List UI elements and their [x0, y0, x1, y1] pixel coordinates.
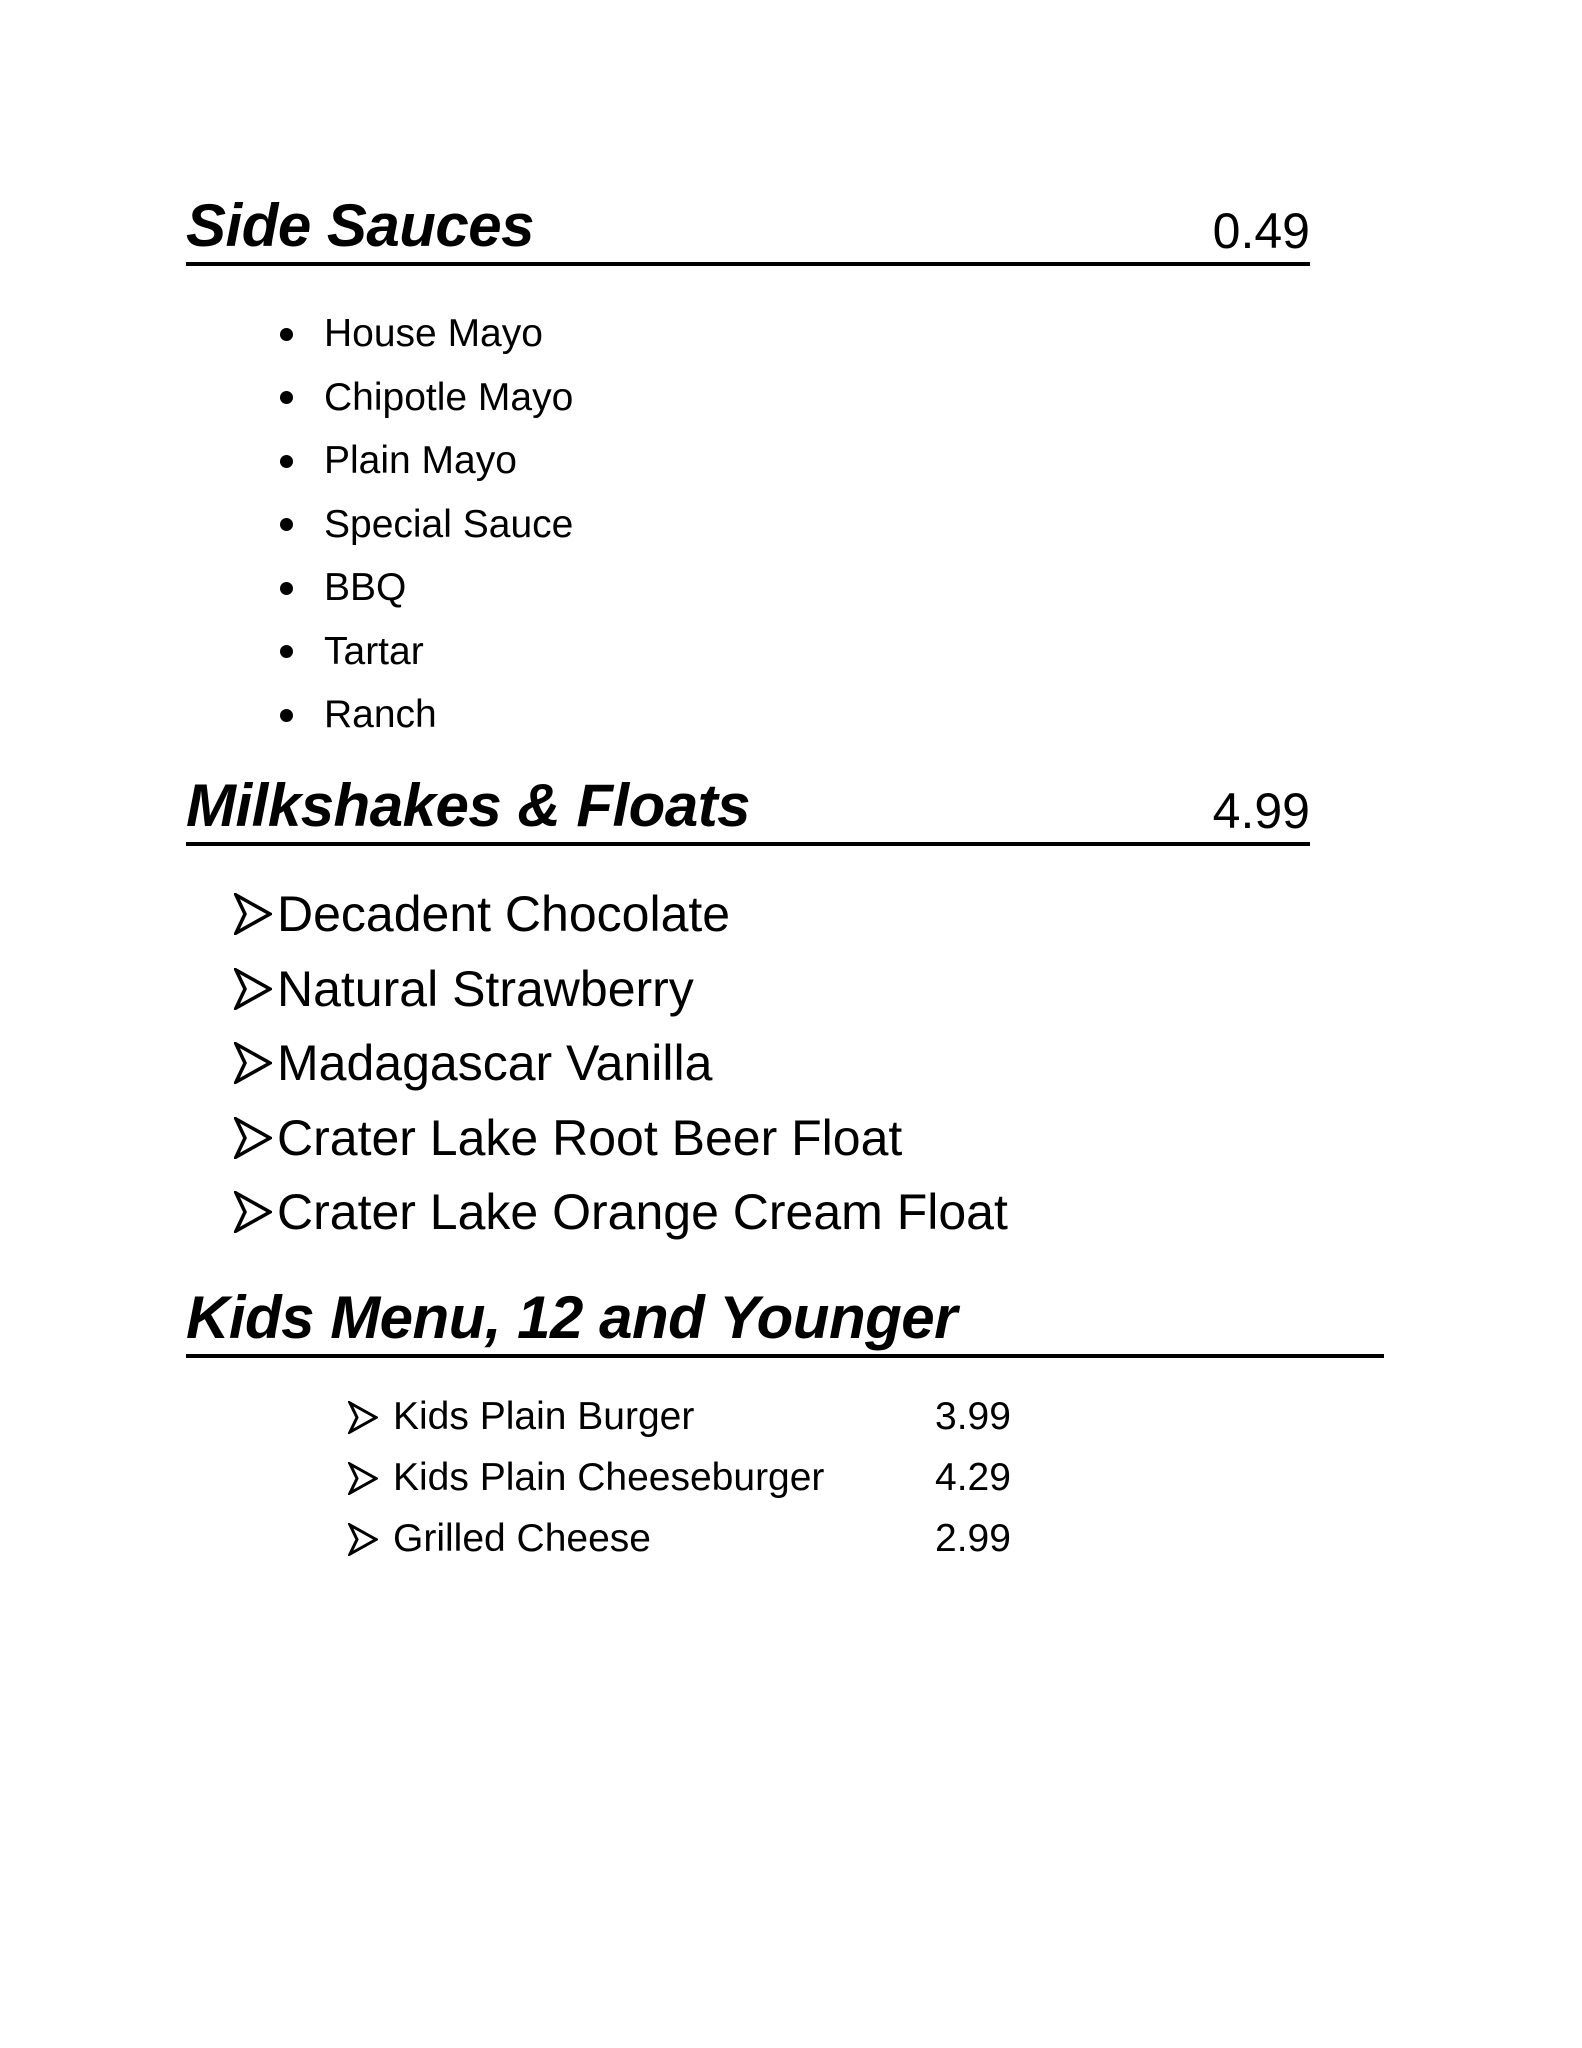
- item-label: Kids Plain Burger: [393, 1395, 695, 1438]
- section-title: Milkshakes & Floats: [186, 772, 751, 839]
- item-label: House Mayo: [324, 312, 543, 355]
- bullet-dot-icon: [280, 645, 293, 658]
- bullet-dot-icon: [280, 455, 293, 468]
- item-price: 3.99: [935, 1395, 1011, 1438]
- item-label: Crater Lake Orange Cream Float: [277, 1184, 1008, 1240]
- section-title: Kids Menu, 12 and Younger: [186, 1284, 957, 1351]
- item-label: Kids Plain Cheeseburger: [393, 1456, 825, 1499]
- kids-menu-list: [348, 1386, 1018, 1569]
- item-label: Plain Mayo: [324, 439, 517, 482]
- bullet-dot-icon: [280, 582, 293, 595]
- section-price: 0.49: [1212, 203, 1310, 259]
- list-item: [348, 1508, 1018, 1569]
- item-label: Natural Strawberry: [277, 960, 694, 1017]
- arrow-bullet-icon: [234, 968, 272, 1010]
- arrow-bullet-icon: [234, 893, 272, 935]
- section-header-side-sauces: [186, 190, 1310, 266]
- bullet-dot-icon: [280, 328, 293, 341]
- list-item: [348, 1386, 1018, 1447]
- bullet-dot-icon: [280, 518, 293, 531]
- item-label: Madagascar Vanilla: [277, 1035, 713, 1091]
- item-price: 2.99: [935, 1517, 1011, 1560]
- item-label: BBQ: [324, 566, 407, 609]
- arrow-bullet-icon: [234, 1191, 272, 1233]
- arrow-bullet-icon: [348, 1523, 378, 1556]
- section-header-milkshakes: [186, 770, 1310, 846]
- item-label: Crater Lake Root Beer Float: [277, 1109, 903, 1166]
- section-title: Side Sauces: [186, 192, 535, 259]
- section-price: 4.99: [1212, 783, 1310, 839]
- item-label: Decadent Chocolate: [277, 886, 731, 942]
- bullet-dot-icon: [280, 709, 293, 722]
- item-label: Grilled Cheese: [393, 1517, 651, 1560]
- list-item: [348, 1447, 1018, 1508]
- arrow-bullet-icon: [348, 1401, 378, 1434]
- item-label: Ranch: [324, 693, 437, 736]
- section-header-kids-menu: [186, 1282, 1384, 1358]
- bullet-dot-icon: [280, 391, 293, 404]
- arrow-bullet-icon: [234, 1042, 272, 1084]
- item-label: Special Sauce: [324, 502, 574, 546]
- item-label: Tartar: [324, 629, 424, 673]
- arrow-bullet-icon: [234, 1117, 272, 1159]
- arrow-bullet-icon: [348, 1462, 378, 1495]
- item-price: 4.29: [935, 1456, 1011, 1499]
- item-label: Chipotle Mayo: [324, 375, 574, 419]
